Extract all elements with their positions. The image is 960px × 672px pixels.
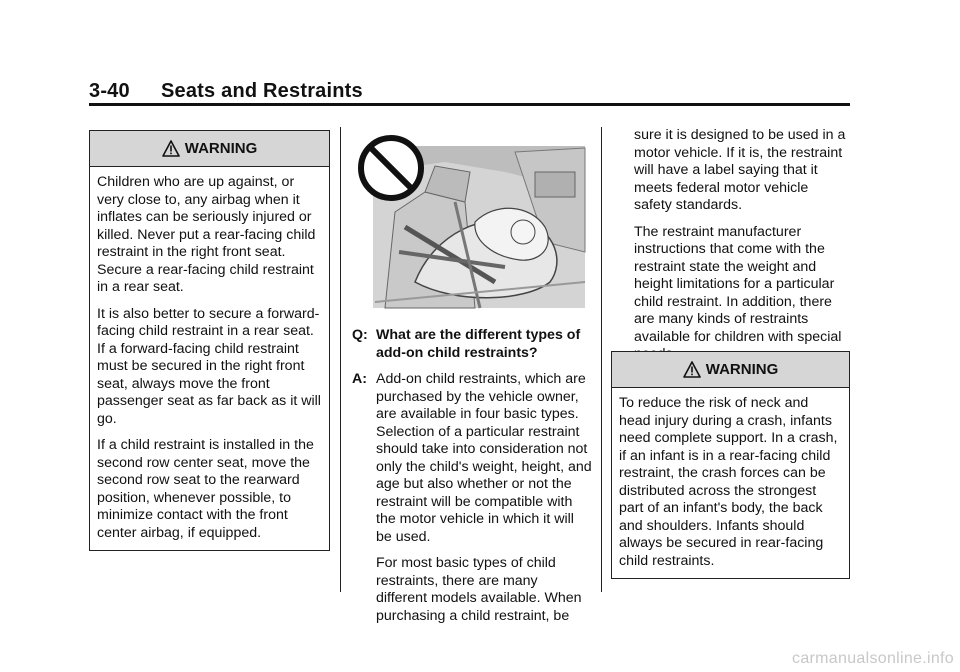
warning-paragraph: To reduce the risk of neck and head injury during a crash, infants need complete support. In a crash, if an infant is in a rear-facing child restraint, the crash forces can be distributed across the strongest part of an infant's body, the back and shoulders. Infants should always be secured in rear-facing child restraints.: [619, 395, 838, 569]
followup-paragraph: For most basic types of child restraints, there are many different models available. When purchasing a child restraint, be: [376, 555, 582, 624]
right-column-text: [634, 127, 850, 373]
warning-header: [90, 131, 329, 167]
warning-paragraph: It is also better to secure a forward-facing child restraint in a rear seat. If a forward-facing child restraint must be secured in the right front seat, always move the front passenger seat as far back as it will go.: [97, 305, 321, 427]
warning-paragraph: If a child restraint is installed in the second row center seat, move the second row seat to the rearward position, whenever possible, to minimize contact with the front center airbag, if equipped.: [97, 437, 314, 541]
prohibited-icon: [361, 138, 421, 198]
rear-facing-seat-illustration: [355, 132, 587, 310]
column-divider-left: [340, 127, 341, 592]
question-label: Q:: [352, 327, 368, 343]
qa-section: [352, 327, 592, 634]
column-divider-right: [601, 127, 602, 592]
watermark: carmanualsonline.info: [792, 650, 954, 667]
page-title: Seats and Restraints: [161, 80, 363, 102]
warning-box-2: [611, 351, 850, 579]
question: [352, 327, 592, 362]
page-header: [89, 80, 363, 103]
warning-header: [612, 352, 849, 388]
body-paragraph: sure it is designed to be used in a motor vehicle. If it is, the restraint will have a label saying that it meets federal motor vehicle safety standards.: [634, 127, 846, 213]
body-paragraph: The restraint manufacturer instructions that come with the restraint state the weight and height limitations for a particular child restraint. In addition, there are many kinds of restraints available for children with special: [634, 223, 842, 345]
answer-text: Add-on child restraints, which are purchased by the vehicle owner, are available in four basic types. Selection of a particular restraint should take into consideration not only the child's weight, height, and age but also whether or not the restraint will be compatible with the motor vehicle in which it will be used.: [376, 371, 592, 545]
page-number: 3-40: [89, 80, 130, 102]
warning-icon: [162, 140, 180, 157]
header-rule: [89, 103, 850, 106]
answer-label: A:: [352, 371, 367, 387]
answer: [352, 371, 592, 546]
warning-paragraph: Children who are up against, or very close to, any airbag when it inflates can be seriously injured or killed. Never put a rear-facing child restraint in the right front seat. Secure a rear-facing child restraint in a rear seat.: [97, 174, 316, 295]
warning-body: [90, 167, 329, 550]
question-text: What are the different types of add-on child restraints?: [376, 327, 581, 361]
warning-title: WARNING: [184, 140, 258, 157]
warning-title: WARNING: [705, 361, 779, 378]
warning-body: [612, 388, 849, 578]
warning-box-1: [89, 130, 330, 551]
warning-icon: [683, 361, 701, 378]
